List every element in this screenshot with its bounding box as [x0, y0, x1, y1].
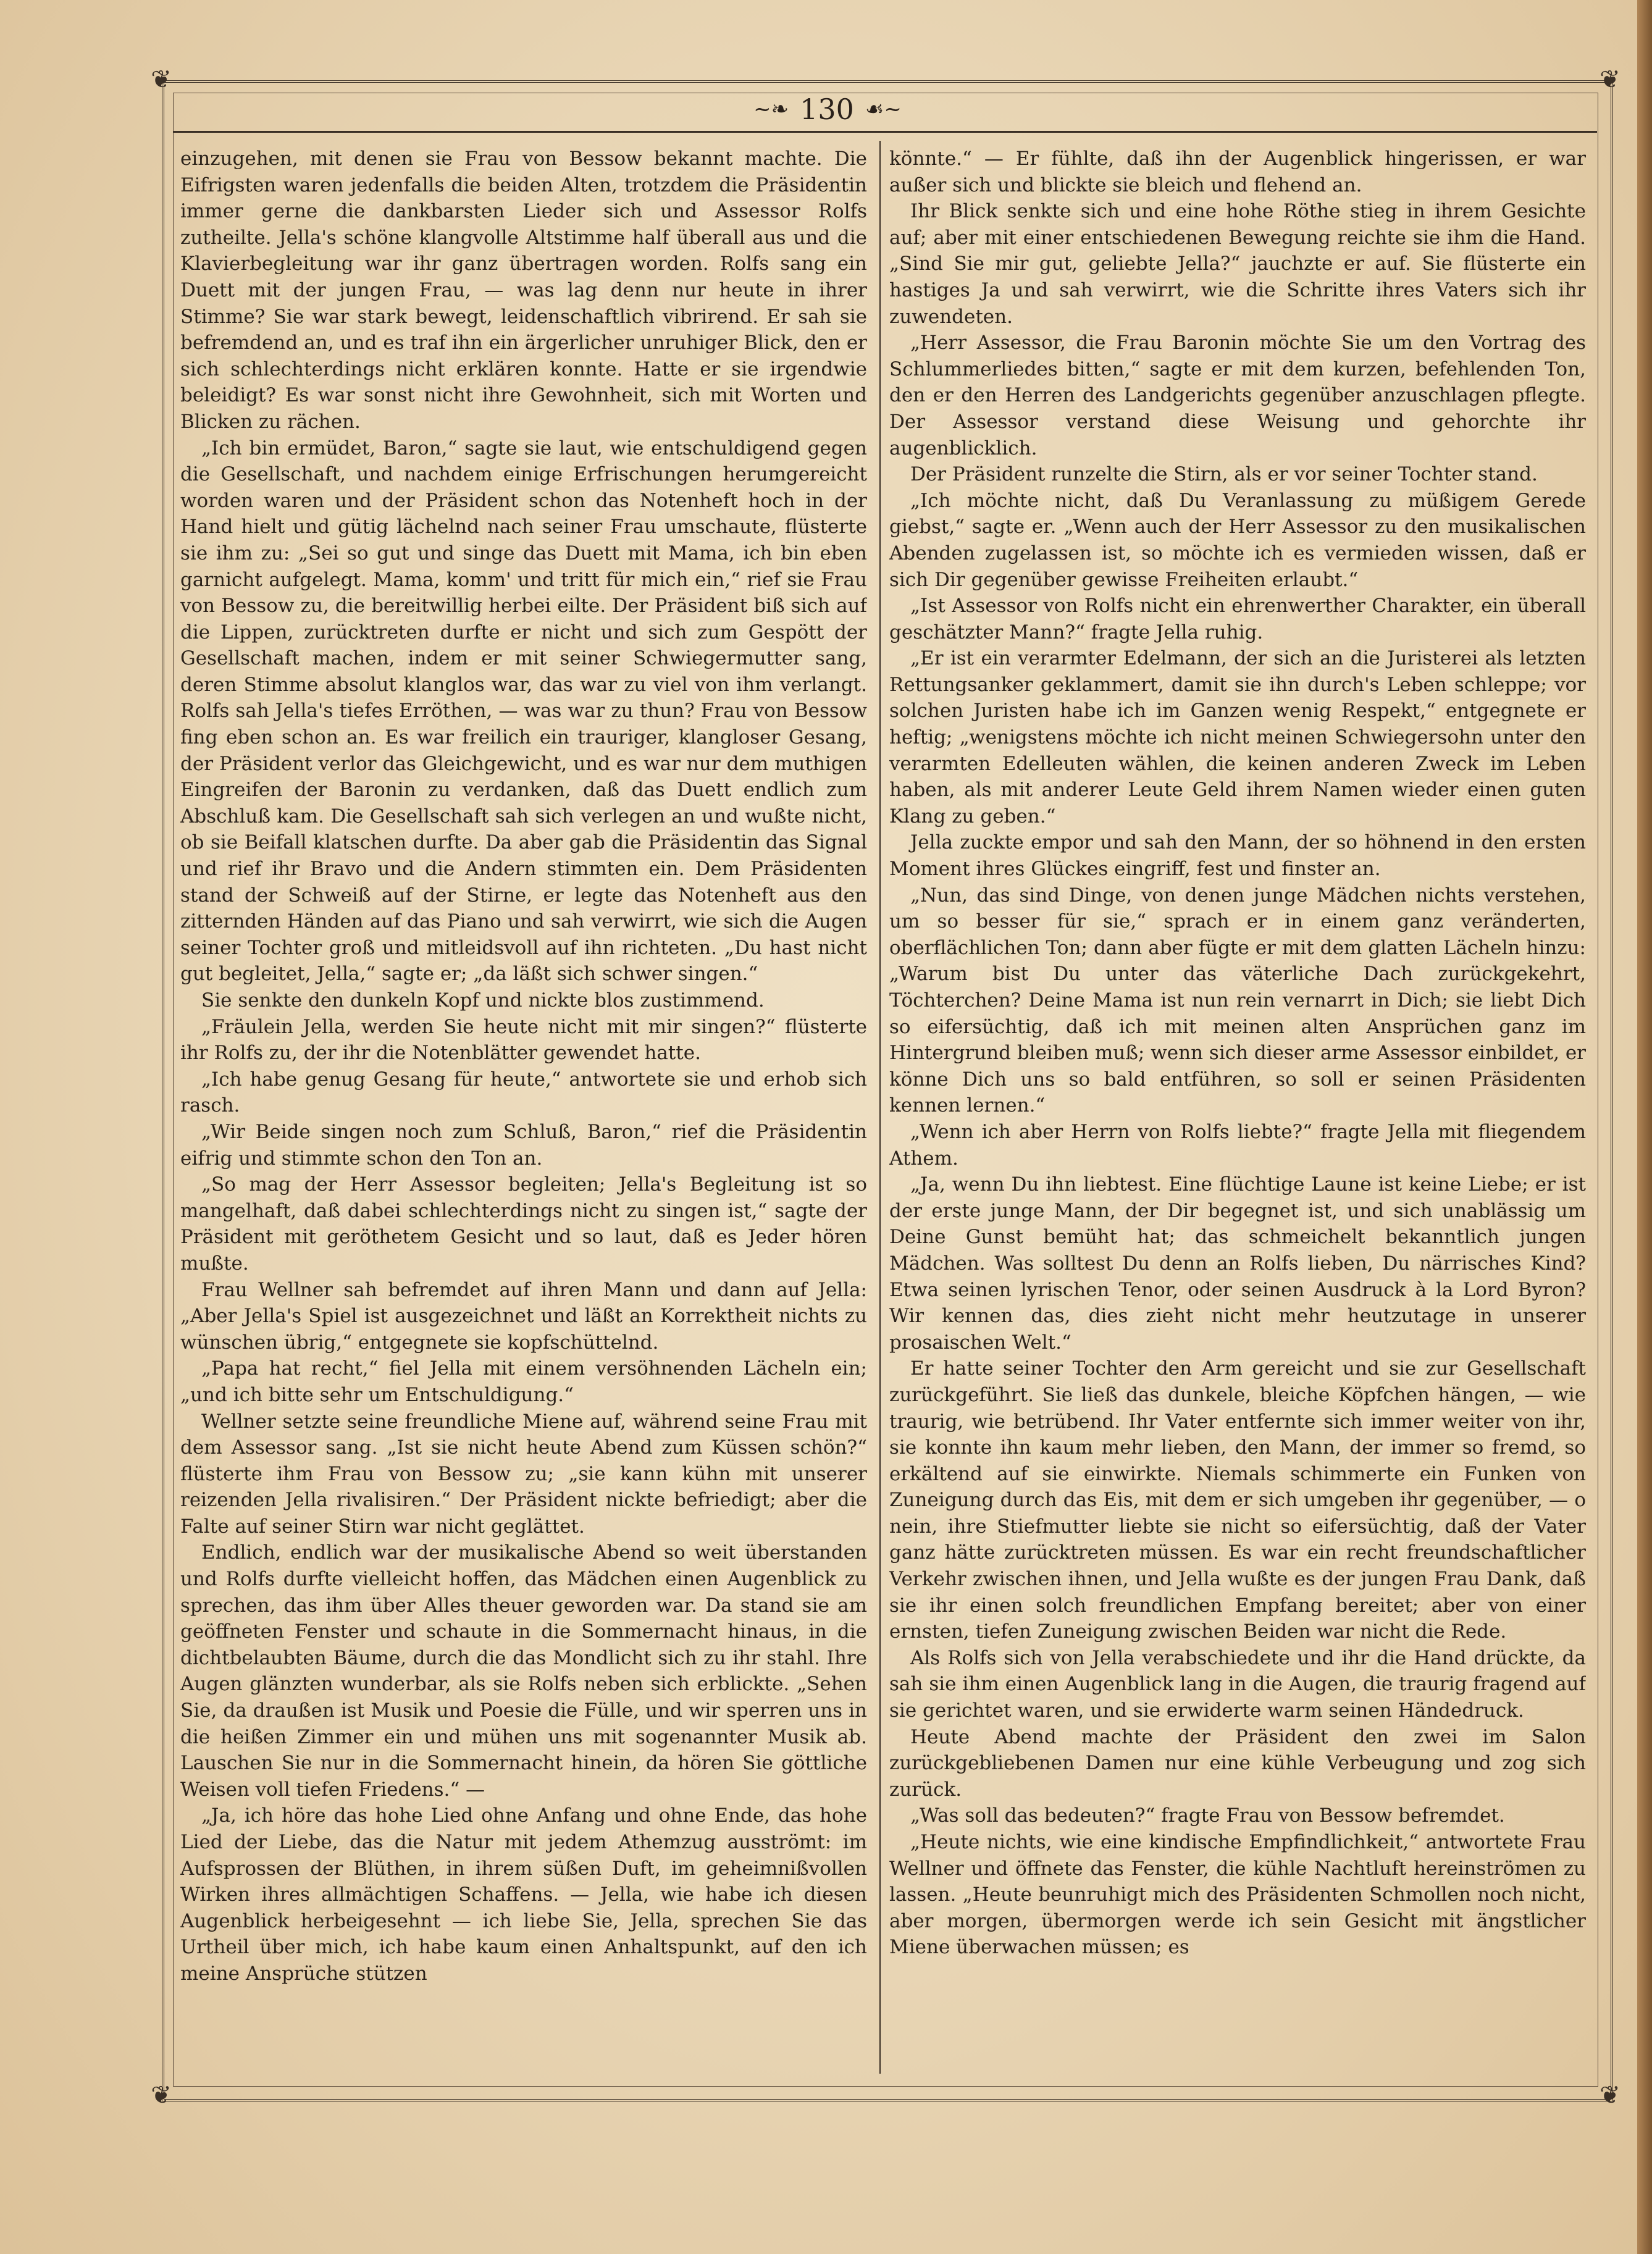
paragraph: „Heute nichts, wie eine kindische Empfindlichkeit,“ antwortete Frau Wellner und öffnete das Fenster, die kühle Nachtluft hereinströmen zu lassen. „Heute beunruhigt mich des Präsidenten Schmollen noch nicht, aber morgen, übermorgen werde ich sein Gesicht mit ängstlicher Miene überwachen müssen; es [889, 1831, 1586, 1959]
paragraph: „Wir Beide singen noch zum Schluß, Baron,“ rief die Präsidentin eifrig und stimmte schon den Ton an. [180, 1120, 867, 1170]
paragraph: „Was soll das bedeuten?“ fragte Frau von Bessow befremdet. [910, 1804, 1505, 1827]
corner-ornament-icon: ❦ [151, 65, 172, 94]
paragraph: Als Rolfs sich von Jella verabschiedete und ihr die Hand drückte, da sah sie ihm einen Augenblick lang in die Augen, die traurig fragend auf sie gerichtet waren, und sie erwiderte warm seinen Händedruck. [889, 1646, 1586, 1722]
paragraph: Jella zuckte empor und sah den Mann, der so höhnend in den ersten Moment ihres Glückes eingriff, fest und finster an. [889, 831, 1586, 881]
paragraph: „Ich bin ermüdet, Baron,“ sagte sie laut, wie entschuldigend gegen die Gesellschaft, und nachdem einige Erfrischungen herumgereicht worden waren und der Präsident schon das Notenheft hoch in der Hand hielt und gütig lächelnd nach seiner Frau umschaute, flüsterte sie ihm zu: „Sei so gut und singe das Duett mit Mama, ich bin eben garnicht aufgelegt. Mama, komm' und tritt für mich ein,“ rief sie Frau von Bessow zu, die bereitwillig herbei eilte. Der Präsident biß sich auf die Lippen, zurücktreten durfte er nicht und sich zum Gespött der Gesellschaft machen, indem er mit seiner Schwiegermutter sang, deren Stimme absolut klanglos war, das war zu viel von ihm verlangt. Rolfs sah Jella's tiefes Erröthen, — was war zu thun? Frau von Bessow fing eben schon an. Es war freilich ein trauriger, klangloser Gesang, der Präsident verlor das Gleichgewicht, und es war nur dem muthigen Eingreifen der Baronin zu verdanken, daß das Duett endlich zum Abschluß kam. Die Gesellschaft sah sich verlegen an und wußte nicht, ob sie Beifall klatschen durfte. Da aber gab die Präsidentin das Signal und rief ihr Bravo und die Andern stimmten ein. Dem Präsidenten stand der Schweiß auf der Stirne, er legte das Notenheft aus den zitternden Händen auf das Piano und sah verwirrt, wie sich die Augen seiner Tochter groß und mitleidsvoll auf ihn richteten. „Du hast nicht gut begleitet, Jella,“ sagte er; „da läßt sich schwer singen.“ [180, 437, 867, 986]
paragraph: „Papa hat recht,“ fiel Jella mit einem versöhnenden Lächeln ein; „und ich bitte sehr um Entschuldigung.“ [180, 1357, 867, 1406]
paragraph: „Ja, ich höre das hohe Lied ohne Anfang und ohne Ende, das hohe Lied der Liebe, das die Natur mit jedem Athemzug ausströmt: im Aufsprossen der Blüthen, in ihrem süßen Duft, im geheimnißvollen Wirken ihres allmächtigen Schaffens. — Jella, wie habe ich diesen Augenblick herbeigesehnt — ich liebe Sie, Jella, sprechen Sie das Urtheil über mich, ich habe kaum einen Anhaltspunkt, auf den ich meine Ansprüche stützen [180, 1804, 867, 1985]
paragraph: Sie senkte den dunkeln Kopf und nickte blos zustimmend. [201, 989, 765, 1012]
page-header [704, 91, 951, 127]
header-ornament-right-icon: ☙~ [865, 97, 902, 122]
paragraph: „Ich möchte nicht, daß Du Veranlassung zu müßigem Gerede giebst,“ sagte er. „Wenn auch der Herr Assessor zu den musikalischen Abenden zugelassen ist, so möchte ich es vermieden wissen, daß er sich Dir gegenüber gewisse Freiheiten erlaubt.“ [889, 489, 1586, 591]
paragraph: „So mag der Herr Assessor begleiten; Jella's Begleitung ist so mangelhaft, daß dabei schlechterdings nicht zu singen ist,“ sagte der Präsident mit geröthetem Gesicht und so laut, daß es Jeder hören mußte. [180, 1173, 867, 1275]
paragraph: Wellner setzte seine freundliche Miene auf, während seine Frau mit dem Assessor sang. „Ist sie nicht heute Abend zum Küssen schön?“ flüsterte ihm Frau von Bessow zu; „sie kann kühn mit unserer reizenden Jella rivalisiren.“ Der Präsident nickte befriedigt; aber die Falte auf seiner Stirn war nicht geglättet. [180, 1410, 867, 1538]
paragraph: „Herr Assessor, die Frau Baronin möchte Sie um den Vortrag des Schlummerliedes bitten,“ sagte er mit dem kurzen, befehlenden Ton, den er den Herren des Landgerichts gegenüber anzuschlagen pflegte. Der Assessor verstand diese Weisung und gehorchte ihr augenblicklich. [889, 332, 1586, 459]
column-divider [879, 141, 881, 2074]
header-rule [173, 131, 1597, 133]
paragraph: Endlich, endlich war der musikalische Abend so weit überstanden und Rolfs durfte vielleicht hoffen, das Mädchen einen Augenblick zu sprechen, das ihm über Alles theuer geworden war. Da stand sie am geöffneten Fenster und schaute in die Sommernacht hinaus, in die dichtbelaubten Bäume, durch die das Mondlicht sich zu ihr stahl. Ihre Augen glänzten wunderbar, als sie Rolfs neben sich erblickte. „Sehen Sie, da draußen ist Musik und Poesie die Fülle, und wir sperren uns in die heißen Zimmer ein und mühen uns mit sogenannter Musik ab. Lauschen Sie nur in die Sommernacht hinein, da hören Sie göttliche Weisen voll tiefen Friedens.“ — [180, 1541, 867, 1801]
paragraph: Ihr Blick senkte sich und eine hohe Röthe stieg in ihrem Gesichte auf; aber mit einer entschiedenen Bewegung reichte sie ihm die Hand. „Sind Sie mir gut, geliebte Jella?“ jauchzte er auf. Sie flüsterte ein hastiges Ja und sah verwirrt, wie die Schritte ihres Vaters sich ihr zuwendeten. [889, 200, 1586, 328]
paragraph: Der Präsident runzelte die Stirn, als er vor seiner Tochter stand. [910, 463, 1538, 486]
corner-ornament-icon: ❦ [151, 2081, 172, 2109]
paragraph: könnte.“ — Er fühlte, daß ihn der Augenblick hingerissen, er war außer sich und blickte sie bleich und flehend an. [889, 148, 1586, 196]
paragraph: Er hatte seiner Tochter den Arm gereicht und sie zur Gesellschaft zurückgeführt. Sie ließ das dunkele, bleiche Köpfchen hängen, — wie traurig, wie betrübend. Ihr Vater entfernte sich immer weiter von ihr, sie konnte ihn kaum mehr lieben, den Mann, der immer so fremd, so erkältend auf sie einwirkte. Niemals schimmerte ein Funken von Zuneigung durch das Eis, mit dem er sich umgeben ihr gegenüber, — o nein, ihre Stiefmutter liebte sie nicht so eifersüchtig, daß der Vater ganz hätte zurücktreten müssen. Es war ein recht freundschaftlicher Verkehr zwischen ihnen, und Jella wußte es der jungen Frau Dank, daß sie ihr einen solch freundlichen Empfang bereitet; aber von einer ernsten, tiefen Zuneigung zwischen Beiden war nicht die Rede. [889, 1357, 1586, 1643]
paragraph: Heute Abend machte der Präsident den zwei im Salon zurückgebliebenen Damen nur eine kühle Verbeugung und zog sich zurück. [889, 1725, 1586, 1801]
page-number: 130 [800, 93, 854, 126]
left-column [180, 146, 867, 2085]
paragraph: „Ja, wenn Du ihn liebtest. Eine flüchtige Laune ist keine Liebe; er ist der erste junge Mann, der Dir begegnet ist, und sich unablässig um Deine Gunst bemüht hat; das schmeichelt bekanntlich jungen Mädchen. Was solltest Du denn an Rolfs lieben, Du närrisches Kind? Etwa seinen lyrischen Tenor, oder seinen Ausdruck à la Lord Byron? Wir kennen das, dies zieht nicht mehr heutzutage in unserer prosaischen Welt.“ [889, 1173, 1586, 1354]
paragraph: „Ist Assessor von Rolfs nicht ein ehrenwerther Charakter, ein überall geschätzter Mann?“ fragte Jella ruhig. [889, 595, 1586, 643]
paragraph: „Fräulein Jella, werden Sie heute nicht mit mir singen?“ flüsterte ihr Rolfs zu, der ihr die Notenblätter gewendet hatte. [180, 1015, 867, 1065]
corner-ornament-icon: ❦ [1600, 65, 1621, 94]
paragraph: einzugehen, mit denen sie Frau von Bessow bekannt machte. Die Eifrigsten waren jedenfalls die beiden Alten, trotzdem die Präsidentin immer gerne die dankbarsten Lieder sich und Assessor Rolfs zutheilte. Jella's schöne klangvolle Altstimme half überall aus und die Klavierbegleitung war ihr ganz übertragen worden. Rolfs sang ein Duett mit der jungen Frau, — was lag denn nur heute in ihrer Stimme? Sie war stark bewegt, leidenschaftlich vibrirend. Er sah sie befremdend an, und es traf ihn ein ärgerlicher unruhiger Blick, den er sich schlechterdings nicht erklären konnte. Hatte er sie irgendwie beleidigt? Es war sonst nicht ihre Gewohnheit, sich mit Worten und Blicken zu rächen. [180, 148, 867, 433]
paragraph: Frau Wellner sah befremdet auf ihren Mann und dann auf Jella: „Aber Jella's Spiel ist ausgezeichnet und läßt an Korrektheit nichts zu wünschen übrig,“ entgegnete sie kopfschüttelnd. [180, 1278, 867, 1354]
paragraph: „Wenn ich aber Herrn von Rolfs liebte?“ fragte Jella mit fliegendem Athem. [889, 1120, 1586, 1170]
paragraph: „Nun, das sind Dinge, von denen junge Mädchen nichts verstehen, um so besser für sie,“ sprach er in einem ganz veränderten, oberflächlichen Ton; dann aber fügte er mit dem glatten Lächeln hinzu: „Warum bist Du unter das väterliche Dach zurückgekehrt, Töchterchen? Deine Mama ist nun rein vernarrt in Dich; sie liebt Dich so eifersüchtig, daß ich mit meinen alten Ansprüchen ganz im Hintergrund bleiben muß; wenn sich dieser arme Assessor einbildet, er könne Dich uns so bald entführen, so soll er seinen Präsidenten kennen lernen.“ [889, 884, 1586, 1117]
book-spine-edge [1637, 0, 1652, 2254]
right-column [889, 146, 1586, 2085]
paragraph: „Ich habe genug Gesang für heute,“ antwortete sie und erhob sich rasch. [180, 1068, 867, 1117]
corner-ornament-icon: ❦ [1600, 2081, 1621, 2109]
paragraph: „Er ist ein verarmter Edelmann, der sich an die Juristerei als letzten Rettungsanker geklammert, damit sie ihn durch's Leben schleppe; vor solchen Juristen habe ich im Ganzen wenig Respekt,“ entgegnete er heftig; „wenigstens möchte ich nicht meinen Schwiegersohn unter den verarmten Edelleuten wählen, die keinen anderen Zweck im Leben haben, als mit anderer Leute Geld ihrem Namen wieder einen guten Klang zu geben.“ [889, 647, 1586, 827]
header-ornament-left-icon: ~❧ [753, 97, 789, 122]
